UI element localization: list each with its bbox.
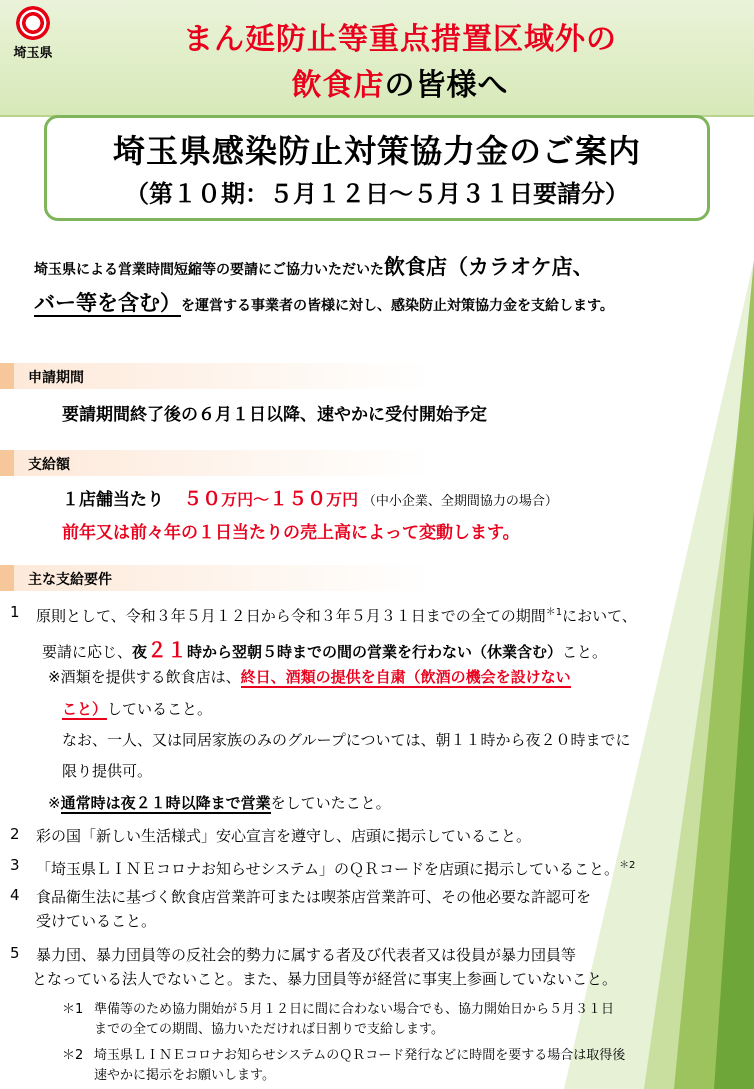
- req1-c5: こと。: [562, 643, 608, 661]
- intro-highlight2: バー等を含む）: [34, 291, 181, 315]
- amount-per-store: １店舗当たり: [62, 490, 164, 510]
- req1-text-b: において、: [562, 607, 637, 625]
- amount-unit-a: 万円～: [221, 490, 270, 509]
- req1-c2: 夜: [132, 643, 148, 661]
- req1-h3: をしていたこと。: [270, 794, 391, 812]
- amount-unit-b: 万円: [326, 490, 359, 509]
- req1-line7: [48, 792, 391, 813]
- req1-line4: [62, 698, 212, 719]
- intro-part2: を運営する事業者の皆様に対し、感染防止対策協力金を支給します。: [181, 298, 614, 314]
- intro-paragraph: [34, 251, 724, 323]
- footnote-2-line1: 埼玉県ＬＩＮＥコロナお知らせシステムのＱＲコード発行などに時間を要する場合は取得後: [94, 1048, 626, 1063]
- req1-h2: 通常時は夜２１時以降まで営業: [60, 794, 271, 812]
- req1-h1: ※: [48, 794, 61, 812]
- headline-restaurants: 飲食店: [291, 68, 385, 103]
- req1-number: 1: [10, 603, 20, 621]
- saitama-emblem-icon: [16, 6, 50, 40]
- headline-line2: [60, 60, 740, 104]
- req1-d1: ※酒類を提供する飲食店は、: [48, 668, 241, 686]
- req5-line1: 暴力団、暴力団員等の反社会的勢力に属する者及び代表者又は役員が暴力団員等: [36, 946, 577, 964]
- req4-line1: 食品衛生法に基づく飲食店営業許可または喫茶店営業許可、その他必要な許認可を: [36, 888, 592, 906]
- section-heading: 申請期間: [28, 370, 84, 386]
- section-requirements: [0, 565, 430, 591]
- req1-line5: なお、一人、又は同居家族のみのグループについては、朝１１時から夜２０時までに: [62, 731, 631, 749]
- req1-line1: [36, 603, 637, 626]
- amount-max: １５０: [269, 488, 327, 510]
- req1-c1: 要請に応じ、: [42, 643, 133, 661]
- req3-number: 3: [10, 856, 20, 874]
- req3-line: [36, 856, 635, 879]
- section-application-period: [0, 363, 430, 389]
- amount-line: [62, 484, 558, 511]
- footnote-1-line1: 準備等のため協力開始が５月１２日に間に合わない場合でも、協力開始日から５月３１日: [94, 1002, 615, 1017]
- req1-e1: こと）: [62, 700, 108, 718]
- req1-line3: [48, 666, 571, 687]
- header-band: [0, 0, 754, 117]
- req3-text: 「埼玉県ＬＩＮＥコロナお知らせシステム」のＱＲコードを店頭に掲示していること。: [36, 860, 620, 878]
- req4-number: 4: [10, 886, 20, 904]
- footnote-1-line2: までの全ての期間、協力いただければ日割りで支給します。: [94, 1022, 444, 1037]
- req1-d2: 終日、酒類の提供を自粛（飲酒の機会を設けない: [240, 668, 571, 686]
- title-box: [44, 115, 710, 221]
- req4-line2: 受けていること。: [36, 912, 157, 930]
- req2-number: 2: [10, 825, 20, 843]
- section-amount: [0, 450, 430, 476]
- intro-part1: 埼玉県による営業時間短縮等の要請にご協力いただいた: [34, 262, 384, 278]
- footnote-1-mark: ＊1: [62, 1002, 84, 1017]
- amount-min: ５０: [183, 488, 222, 510]
- footnote-2-line2: 速やかに掲示をお願いします。: [94, 1068, 275, 1083]
- amount-varies: 前年又は前々年の１日当たりの売上高によって変動します。: [62, 523, 520, 543]
- amount-note: （中小企業、全期間協力の場合）: [362, 494, 558, 509]
- page-subtitle: （第１０期：５月１２日～５月３１日要請分）: [125, 180, 629, 208]
- intro-highlight1: 飲食店（カラオケ店、: [384, 255, 594, 279]
- req2-text: 彩の国「新しい生活様式」安心宣言を遵守し、店頭に掲示していること。: [36, 827, 532, 845]
- req5-number: 5: [10, 944, 20, 962]
- footnote-2-mark: ＊2: [62, 1048, 84, 1063]
- req1-text-a: 原則として、令和３年５月１２日から令和３年５月３１日までの全ての期間: [36, 607, 546, 625]
- req1-c3: ２１: [147, 638, 188, 662]
- footnote-ref-1: ＊1: [545, 607, 563, 618]
- prefecture-logo: [8, 6, 58, 61]
- logo-text: 埼玉県: [13, 46, 53, 61]
- footnote-ref-2: ＊2: [619, 860, 636, 871]
- req1-line2: [42, 634, 607, 663]
- req1-c4: 時から翌朝５時までの間の営業を行わない（休業含む）: [187, 643, 563, 661]
- req1-e2: していること。: [107, 700, 213, 718]
- application-period-text: 要請期間終了後の６月１日以降、速やかに受付開始予定: [62, 405, 487, 425]
- req1-line6: 限り提供可。: [62, 762, 153, 780]
- section-heading: 支給額: [28, 457, 70, 473]
- req5-line2: となっている法人でないこと。また、暴力団員等が経営に事実上参画していないこと。: [32, 970, 618, 988]
- headline-rest: の皆様へ: [384, 68, 509, 103]
- headline-line1: まん延防止等重点措置区域外の: [183, 22, 617, 57]
- page-title: 埼玉県感染防止対策協力金のご案内: [112, 132, 641, 170]
- section-heading: 主な支給要件: [28, 572, 112, 588]
